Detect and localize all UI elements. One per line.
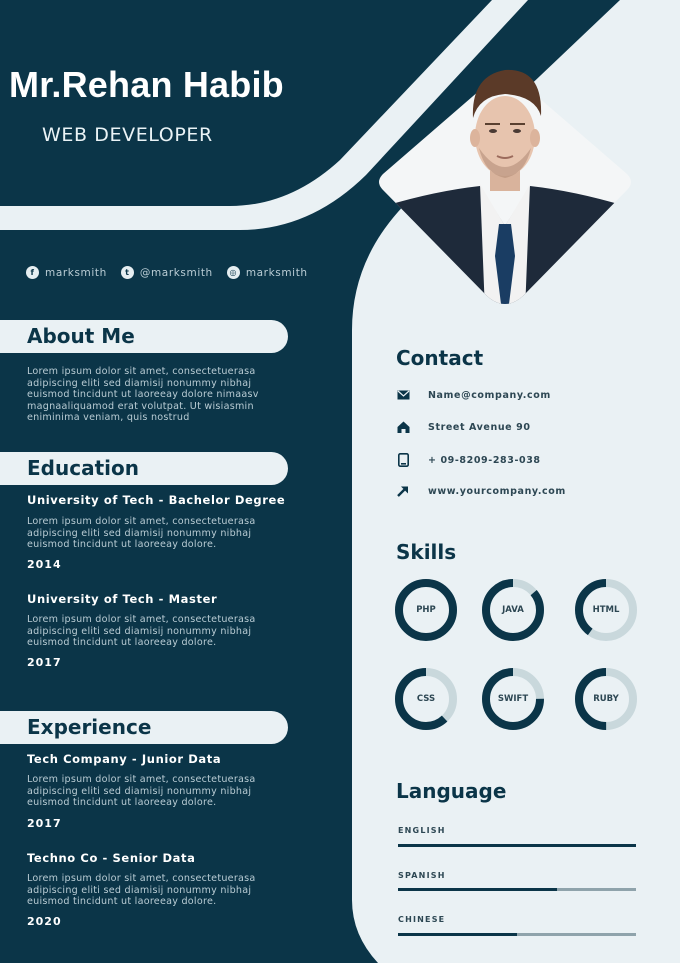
experience-heading-pill [0,711,288,744]
education-heading-pill [0,452,288,485]
about-heading: About Me [27,324,135,348]
skill-label: SWIFT [497,694,529,704]
skill-label: CSS [416,694,436,704]
skill-label: HTML [592,605,620,615]
about-heading-pill [0,320,288,353]
contact-email-text: Name@company.com [428,389,551,401]
skill-ring [481,667,545,731]
experience-item-text [27,873,297,908]
contact-phone-text: + 09-8209-283-038 [428,454,541,466]
instagram-icon: ◎ [227,266,240,279]
text-line: euismod tincidunt ut laoreeay dolore nimaasv [27,389,259,400]
language-heading: Language [396,779,507,803]
social-handle: marksmith [45,266,107,279]
text-line: euismod tincidunt ut laoreeay dolore. [27,539,217,550]
text-line: eniminima veniam, quis nostrud [27,412,190,423]
job-title: WEB DEVELOPER [42,124,213,146]
text-line: magnaaliquamod erat volutpat. Ut wisiasmin [27,400,254,412]
text-line: adipiscing eliti sed diamisij nonummy nibhaj [27,785,252,797]
education-heading: Education [27,456,139,480]
text-line: adipiscing eliti sed diamisij nonummy nibhaj [27,527,252,539]
contact-address [396,420,531,434]
experience-item-year: 2017 [27,817,62,830]
language-bar-fill [398,844,636,847]
text-line: Lorem ipsum dolor sit amet, consectetuerasa [27,873,256,884]
social-links [26,266,308,279]
skill-label: RUBY [593,694,619,704]
text-line: euismod tincidunt ut laoreeay dolore. [27,797,217,808]
social-handle: @marksmith [139,266,213,279]
text-line: Lorem ipsum dolor sit amet, consectetuerasa [27,516,256,527]
language-label: ENGLISH [398,826,446,835]
phone-icon [396,453,410,467]
education-item-title: University of Tech - Bachelor Degree [27,493,286,507]
language-bar-chinese [398,933,636,936]
skills-heading: Skills [396,540,457,564]
language-label: CHINESE [398,915,446,924]
text-line: euismod tincidunt ut laoreeay dolore. [27,896,217,907]
about-text [27,366,297,424]
home-icon [396,420,410,434]
education-item-year: 2014 [27,558,62,571]
experience-item-title: Techno Co - Senior Data [27,851,196,865]
social-handle: marksmith [245,266,308,279]
skill-ring [574,667,638,731]
language-bar-spanish [398,888,636,891]
contact-heading: Contact [396,346,484,370]
social-facebook[interactable] [26,266,107,279]
text-line: Lorem ipsum dolor sit amet, consectetuerasa [27,366,256,377]
contact-phone[interactable] [396,453,541,467]
education-item-title: University of Tech - Master [27,592,218,606]
text-line: Lorem ipsum dolor sit amet, consectetuerasa [27,614,256,625]
skill-ring [481,578,545,642]
social-instagram[interactable] [227,266,308,279]
experience-item-title: Tech Company - Junior Data [27,752,222,766]
profile-photo [375,56,635,312]
contact-website[interactable] [396,484,566,498]
skill-ring [394,578,458,642]
skill-label: JAVA [502,605,524,615]
text-line: euismod tincidunt ut laoreeay dolore. [27,637,217,648]
contact-email[interactable] [396,388,551,402]
language-bar-english [398,844,636,847]
twitter-icon: t [121,266,134,279]
candidate-name: Mr.Rehan Habib [9,64,284,105]
language-bar-fill [398,933,517,936]
education-item-year: 2017 [27,656,62,669]
education-item-text [27,516,297,551]
contact-website-text: www.yourcompany.com [428,485,566,497]
experience-item-text [27,774,297,809]
experience-item-year: 2020 [27,915,62,928]
link-arrow-icon [396,484,410,498]
text-line: adipiscing eliti sed diamisij nonummy nibhaj [27,884,252,896]
mail-icon [396,388,410,402]
text-line: Lorem ipsum dolor sit amet, consectetuerasa [27,774,256,785]
language-bar-fill [398,888,557,891]
text-line: adipiscing eliti sed diamisij nonummy nibhaj [27,625,252,637]
education-item-text [27,614,297,649]
skill-ring [394,667,458,731]
contact-address-text: Street Avenue 90 [428,421,531,433]
skill-label: PHP [416,605,436,615]
language-label: SPANISH [398,871,446,880]
text-line: adipiscing eliti sed diamisij nonummy nibhaj [27,377,252,389]
facebook-icon: f [26,266,39,279]
social-twitter[interactable] [121,266,213,279]
experience-heading: Experience [27,715,152,739]
skill-ring [574,578,638,642]
